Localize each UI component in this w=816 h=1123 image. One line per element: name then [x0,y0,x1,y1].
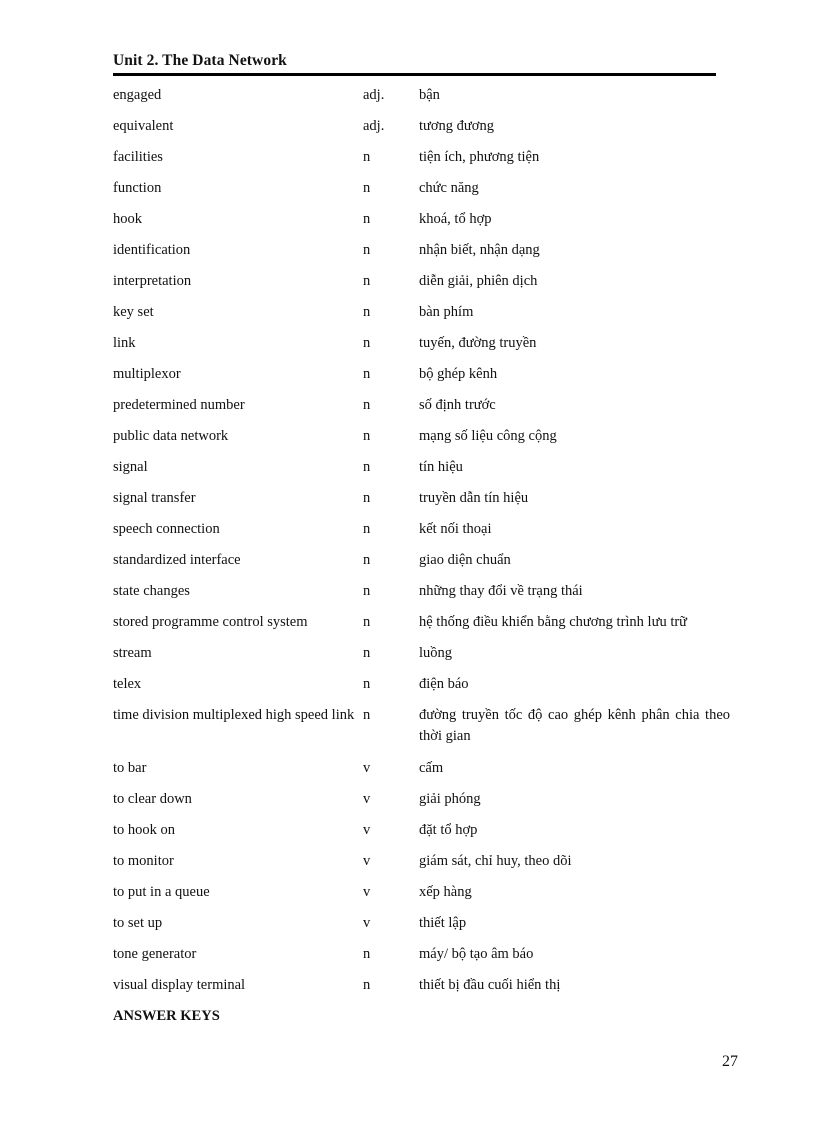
vocab-part-of-speech: n [363,211,371,227]
vocab-term: to monitor [113,853,174,869]
vocab-meaning: mạng số liệu công cộng [419,428,557,444]
vocab-part-of-speech: v [363,791,371,807]
vocab-term: to hook on [113,822,176,838]
vocab-term: facilities [113,149,163,165]
vocab-term: key set [113,304,154,320]
vocab-term: state changes [113,583,190,599]
vocab-meaning: cấm [419,760,444,776]
vocab-term: telex [113,676,142,692]
vocab-term: to bar [113,760,147,776]
vocab-meaning: giao diện chuẩn [419,552,511,568]
vocab-meaning: máy/ bộ tạo âm báo [419,946,534,962]
vocab-meaning: đặt tổ hợp [419,822,478,838]
vocab-part-of-speech: n [363,335,371,351]
vocab-part-of-speech: n [363,180,371,196]
header-divider [113,73,716,76]
vocab-term: hook [113,211,142,227]
vocab-row [113,240,733,271]
vocab-row [113,612,733,643]
vocab-term: public data network [113,428,229,444]
vocab-part-of-speech: adj. [363,87,385,103]
section-heading: ANSWER KEYS [113,1008,220,1024]
vocab-term: visual display terminal [113,977,246,993]
page-header-title: Unit 2. The Data Network [113,52,287,69]
vocab-term: equivalent [113,118,174,134]
vocab-row [113,364,733,395]
vocab-term: predetermined number [113,397,245,413]
vocab-row [113,333,733,364]
vocab-row [113,488,733,519]
vocab-row [113,209,733,240]
vocab-row [113,178,733,209]
vocab-term: function [113,180,162,196]
vocab-row [113,147,733,178]
vocab-term: to clear down [113,791,192,807]
vocab-meaning: giám sát, chỉ huy, theo dõi [419,853,572,869]
vocab-row [113,643,733,674]
vocab-meaning: đường truyền tốc độ cao ghép kênh phân chia theo thời gian [419,707,730,744]
vocab-row [113,851,733,882]
vocab-meaning: tương đương [419,118,494,134]
vocabulary-list [113,85,733,1006]
vocab-term: multiplexor [113,366,181,382]
vocab-part-of-speech: n [363,273,371,289]
vocab-row [113,395,733,426]
vocab-part-of-speech: n [363,676,371,692]
vocab-meaning: thiết lập [419,915,467,931]
vocab-row [113,426,733,457]
vocab-part-of-speech: n [363,521,371,537]
vocab-term: engaged [113,87,162,103]
vocab-term: to put in a queue [113,884,210,900]
vocab-part-of-speech: v [363,853,371,869]
vocab-meaning: tín hiệu [419,459,463,475]
vocab-meaning: diễn giải, phiên dịch [419,273,538,289]
vocab-term: stream [113,645,152,661]
vocab-row [113,581,733,612]
vocab-meaning: bận [419,87,440,103]
vocab-meaning: truyền dẫn tín hiệu [419,490,529,506]
vocab-term: signal [113,459,148,475]
vocab-meaning: nhận biết, nhận dạng [419,242,540,258]
vocab-part-of-speech: n [363,242,371,258]
vocab-meaning: chức năng [419,180,479,196]
vocab-term: standardized interface [113,552,241,568]
vocab-row [113,882,733,913]
vocab-part-of-speech: n [363,977,371,993]
vocab-meaning: những thay đổi về trạng thái [419,583,583,599]
vocab-part-of-speech: v [363,822,371,838]
vocab-part-of-speech: n [363,583,371,599]
vocab-meaning: điện báo [419,676,469,692]
vocab-row [113,457,733,488]
vocab-row [113,705,733,758]
vocab-meaning: số định trước [419,397,496,413]
vocab-part-of-speech: n [363,946,371,962]
vocab-part-of-speech: n [363,149,371,165]
vocab-part-of-speech: n [363,552,371,568]
vocab-term: link [113,335,136,351]
vocab-meaning: bàn phím [419,304,474,320]
vocab-row [113,944,733,975]
vocab-row [113,820,733,851]
vocab-term: time division multiplexed high speed link [113,707,355,723]
vocab-row [113,116,733,147]
vocab-term: signal transfer [113,490,196,506]
vocab-meaning: khoá, tổ hợp [419,211,492,227]
vocab-term: to set up [113,915,163,931]
vocab-term: speech connection [113,521,220,537]
vocab-term: stored programme control system [113,614,308,630]
vocab-part-of-speech: n [363,397,371,413]
vocab-part-of-speech: n [363,645,371,661]
vocab-part-of-speech: v [363,884,371,900]
vocab-meaning: kết nối thoại [419,521,492,537]
vocab-term: identification [113,242,191,258]
vocab-row [113,789,733,820]
vocab-meaning: bộ ghép kênh [419,366,498,382]
vocab-part-of-speech: n [363,614,371,630]
vocab-part-of-speech: n [363,366,371,382]
vocab-row [113,85,733,116]
vocab-meaning: xếp hàng [419,884,472,900]
vocab-row [113,758,733,789]
vocab-part-of-speech: n [363,490,371,506]
vocab-part-of-speech: n [363,459,371,475]
vocab-part-of-speech: adj. [363,118,385,134]
page-number: 27 [722,1053,738,1070]
vocab-row [113,975,733,1006]
vocab-part-of-speech: n [363,428,371,444]
vocab-meaning: giải phóng [419,791,481,807]
vocab-row [113,550,733,581]
vocab-row [113,674,733,705]
vocab-part-of-speech: v [363,760,371,776]
vocab-row [113,519,733,550]
vocab-part-of-speech: n [363,707,371,723]
vocab-meaning: hệ thống điều khiển bằng chương trình lưu trữ [419,614,688,630]
vocab-term: tone generator [113,946,197,962]
vocab-meaning: thiết bị đầu cuối hiển thị [419,977,561,993]
vocab-part-of-speech: v [363,915,371,931]
vocab-row [113,271,733,302]
vocab-row [113,302,733,333]
vocab-part-of-speech: n [363,304,371,320]
vocab-row [113,913,733,944]
vocab-term: interpretation [113,273,192,289]
vocab-meaning: luồng [419,645,453,661]
vocab-meaning: tiện ích, phương tiện [419,149,540,165]
vocab-meaning: tuyến, đường truyền [419,335,537,351]
